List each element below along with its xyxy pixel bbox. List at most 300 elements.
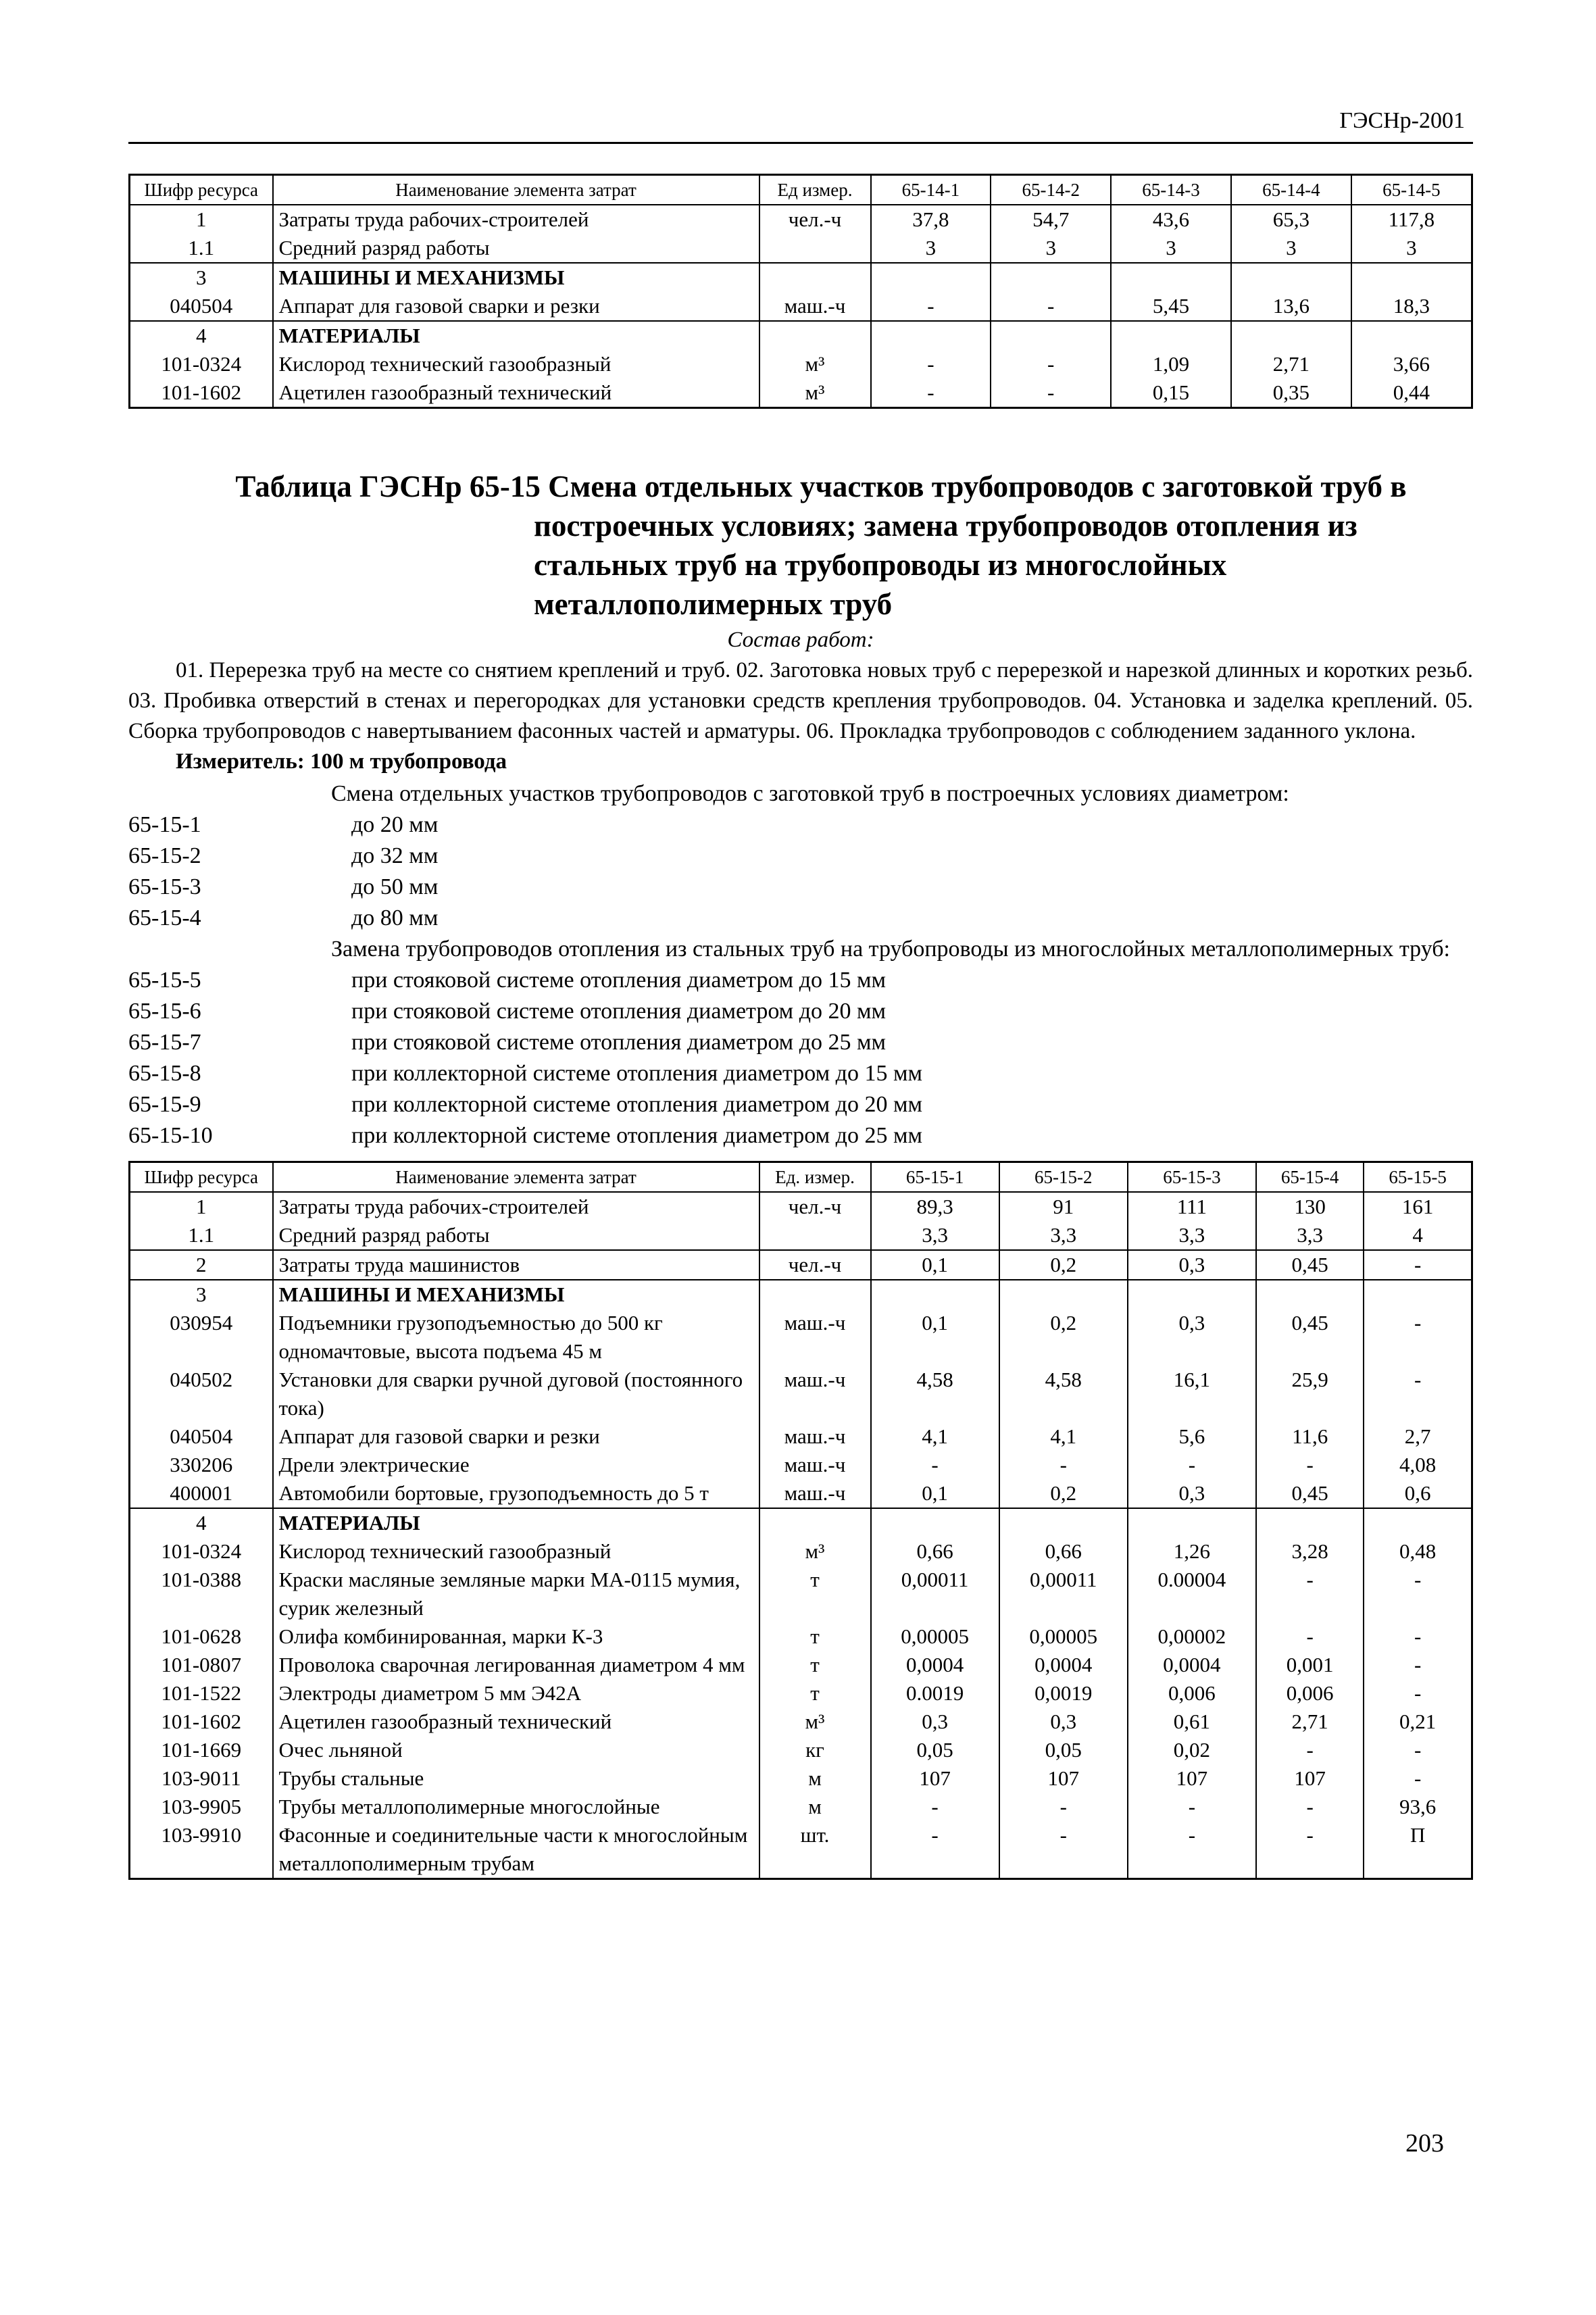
- value-cell: -: [1128, 1793, 1256, 1821]
- unit-cell: [759, 1280, 871, 1309]
- section-title: МАТЕРИАЛЫ: [273, 1508, 759, 1537]
- resource-code: 101-1602: [130, 378, 273, 408]
- measure-unit: Измеритель: 100 м трубопровода: [176, 749, 507, 774]
- value-cell: 0,45: [1256, 1479, 1364, 1508]
- unit-cell: т: [759, 1566, 871, 1622]
- resource-code: 1.1: [130, 1221, 273, 1250]
- resource-code: 1.1: [130, 234, 273, 263]
- cost-element-name: Очес льняной: [273, 1736, 759, 1764]
- value-cell: -: [1256, 1793, 1364, 1821]
- column-header: Наименование элемента затрат: [273, 175, 759, 205]
- norm-item: [128, 1058, 1473, 1089]
- resource-code: 101-0628: [130, 1622, 273, 1651]
- unit-cell: [759, 1221, 871, 1250]
- value-cell: -: [991, 350, 1111, 378]
- table-row: [130, 1764, 1472, 1793]
- table-row: [130, 263, 1472, 292]
- value-cell: 0,1: [871, 1309, 999, 1366]
- value-cell: -: [871, 1793, 999, 1821]
- value-cell: 3: [871, 234, 991, 263]
- resource-code: 101-1669: [130, 1736, 273, 1764]
- value-cell: 107: [999, 1764, 1128, 1793]
- value-cell: -: [1128, 1451, 1256, 1479]
- value-cell: -: [991, 292, 1111, 321]
- value-cell: [1351, 263, 1472, 292]
- resource-code: 2: [130, 1250, 273, 1280]
- cost-element-name: Аппарат для газовой сварки и резки: [273, 292, 759, 321]
- value-cell: 3: [1231, 234, 1351, 263]
- unit-cell: м³: [759, 1537, 871, 1566]
- unit-cell: [759, 263, 871, 292]
- value-cell: 130: [1256, 1192, 1364, 1221]
- column-header: 65-14-1: [871, 175, 991, 205]
- resource-table-65-15: [128, 1161, 1473, 1880]
- column-header: 65-15-5: [1364, 1162, 1472, 1193]
- document-page: [128, 108, 1473, 1880]
- table-row: [130, 1508, 1472, 1537]
- resource-table-65-14: [128, 174, 1473, 409]
- value-cell: 3: [1111, 234, 1231, 263]
- value-cell: -: [1364, 1566, 1472, 1622]
- table-row: [130, 1566, 1472, 1622]
- cost-element-name: Краски масляные земляные марки МА-0115 мумия, сурик железный: [273, 1566, 759, 1622]
- cost-element-name: Подъемники грузоподъемностью до 500 кг одномачтовые, высота подъема 45 м: [273, 1309, 759, 1366]
- value-cell: [1111, 263, 1231, 292]
- column-header: Наименование элемента затрат: [273, 1162, 759, 1193]
- value-cell: 0,66: [999, 1537, 1128, 1566]
- value-cell: [1364, 1280, 1472, 1309]
- norm-code: 65-15-7: [128, 1030, 201, 1055]
- value-cell: 0,3: [1128, 1479, 1256, 1508]
- cost-element-name: Электроды диаметром 5 мм Э42А: [273, 1679, 759, 1708]
- norm-description: до 80 мм: [351, 905, 439, 930]
- cost-element-name: Затраты труда рабочих-строителей: [273, 1192, 759, 1221]
- value-cell: 0.0019: [871, 1679, 999, 1708]
- table-row: [130, 1736, 1472, 1764]
- value-cell: 0,00002: [1128, 1622, 1256, 1651]
- value-cell: 0,2: [999, 1479, 1128, 1508]
- norm-code: 65-15-3: [128, 874, 201, 899]
- resource-code: 101-0807: [130, 1651, 273, 1679]
- norm-code: 65-15-6: [128, 999, 201, 1024]
- cost-element-name: Затраты труда машинистов: [273, 1250, 759, 1280]
- value-cell: [1231, 263, 1351, 292]
- value-cell: 0,00011: [999, 1566, 1128, 1622]
- cost-element-name: Кислород технический газообразный: [273, 1537, 759, 1566]
- value-cell: 2,71: [1256, 1708, 1364, 1736]
- unit-cell: [759, 321, 871, 350]
- value-cell: 91: [999, 1192, 1128, 1221]
- value-cell: 93,6: [1364, 1793, 1472, 1821]
- unit-cell: [759, 234, 871, 263]
- table-row: [130, 1821, 1472, 1879]
- value-cell: 25,9: [1256, 1366, 1364, 1422]
- value-cell: 3: [991, 234, 1111, 263]
- table-row: [130, 1422, 1472, 1451]
- value-cell: 11,6: [1256, 1422, 1364, 1451]
- section-title: МАШИНЫ И МЕХАНИЗМЫ: [273, 1280, 759, 1309]
- table-title-line: стальных труб на трубопроводы из многослойных: [534, 548, 1227, 582]
- table-row: [130, 1537, 1472, 1566]
- resource-code: 101-1602: [130, 1708, 273, 1736]
- table-row: [130, 234, 1472, 263]
- cost-element-name: Ацетилен газообразный технический: [273, 1708, 759, 1736]
- value-cell: [999, 1280, 1128, 1309]
- resource-code: 3: [130, 263, 273, 292]
- value-cell: 0,45: [1256, 1250, 1364, 1280]
- value-cell: 13,6: [1231, 292, 1351, 321]
- norm-item: [128, 996, 1473, 1027]
- norm-item: [128, 1120, 1473, 1151]
- value-cell: -: [1128, 1821, 1256, 1879]
- works-heading: Состав работ:: [727, 628, 874, 652]
- table-row: [130, 378, 1472, 408]
- value-cell: -: [1364, 1366, 1472, 1422]
- value-cell: 0,006: [1256, 1679, 1364, 1708]
- unit-cell: маш.-ч: [759, 1366, 871, 1422]
- table-row: [130, 321, 1472, 350]
- unit-cell: маш.-ч: [759, 292, 871, 321]
- unit-cell: м³: [759, 350, 871, 378]
- resource-code: 040502: [130, 1366, 273, 1422]
- resource-code: 330206: [130, 1451, 273, 1479]
- value-cell: -: [871, 378, 991, 408]
- section-title: МАШИНЫ И МЕХАНИЗМЫ: [273, 263, 759, 292]
- table-row: [130, 1479, 1472, 1508]
- norm-description: до 50 мм: [351, 874, 439, 899]
- value-cell: [1111, 321, 1231, 350]
- norm-item: [128, 841, 1473, 872]
- value-cell: -: [1364, 1679, 1472, 1708]
- table-row: [130, 1679, 1472, 1708]
- unit-cell: кг: [759, 1736, 871, 1764]
- value-cell: 4,58: [999, 1366, 1128, 1422]
- table-row: [130, 1250, 1472, 1280]
- unit-cell: чел.-ч: [759, 1250, 871, 1280]
- resource-code: 103-9011: [130, 1764, 273, 1793]
- value-cell: 0,1: [871, 1250, 999, 1280]
- value-cell: 117,8: [1351, 205, 1472, 234]
- value-cell: 4,08: [1364, 1451, 1472, 1479]
- value-cell: -: [1256, 1821, 1364, 1879]
- value-cell: 5,45: [1111, 292, 1231, 321]
- unit-cell: [759, 1508, 871, 1537]
- resource-code: 1: [130, 1192, 273, 1221]
- unit-cell: шт.: [759, 1821, 871, 1879]
- norm-description: при коллекторной системе отопления диаметром до 20 мм: [351, 1092, 922, 1117]
- value-cell: [999, 1508, 1128, 1537]
- table-row: [130, 205, 1472, 234]
- norm-description: при стояковой системе отопления диаметром до 15 мм: [351, 968, 887, 993]
- value-cell: 3: [1351, 234, 1472, 263]
- value-cell: 0,0004: [871, 1651, 999, 1679]
- unit-cell: т: [759, 1679, 871, 1708]
- value-cell: П: [1364, 1821, 1472, 1879]
- value-cell: 4: [1364, 1221, 1472, 1250]
- norm-code: 65-15-4: [128, 905, 201, 930]
- value-cell: [871, 1280, 999, 1309]
- resource-code: 101-0324: [130, 1537, 273, 1566]
- value-cell: 0,006: [1128, 1679, 1256, 1708]
- resource-code: 3: [130, 1280, 273, 1309]
- value-cell: [991, 321, 1111, 350]
- value-cell: -: [1364, 1622, 1472, 1651]
- value-cell: 16,1: [1128, 1366, 1256, 1422]
- value-cell: 2,7: [1364, 1422, 1472, 1451]
- unit-cell: м³: [759, 378, 871, 408]
- value-cell: 0,05: [871, 1736, 999, 1764]
- resource-code: 040504: [130, 1422, 273, 1451]
- value-cell: 0,0004: [1128, 1651, 1256, 1679]
- cost-element-name: Ацетилен газообразный технический: [273, 378, 759, 408]
- cost-element-name: Автомобили бортовые, грузоподъемность до 5 т: [273, 1479, 759, 1508]
- norm-item: [128, 872, 1473, 903]
- value-cell: 1,09: [1111, 350, 1231, 378]
- cost-element-name: Кислород технический газообразный: [273, 350, 759, 378]
- value-cell: 3,28: [1256, 1537, 1364, 1566]
- value-cell: 54,7: [991, 205, 1111, 234]
- value-cell: -: [1256, 1622, 1364, 1651]
- resource-code: 101-0324: [130, 350, 273, 378]
- resource-code: 030954: [130, 1309, 273, 1366]
- value-cell: -: [871, 292, 991, 321]
- value-cell: [1351, 321, 1472, 350]
- value-cell: 0,05: [999, 1736, 1128, 1764]
- value-cell: 0,3: [871, 1708, 999, 1736]
- value-cell: 0,00011: [871, 1566, 999, 1622]
- column-header: 65-15-2: [999, 1162, 1128, 1193]
- table-row: [130, 1221, 1472, 1250]
- value-cell: -: [991, 378, 1111, 408]
- norm-code: 65-15-8: [128, 1061, 201, 1086]
- value-cell: 3,3: [871, 1221, 999, 1250]
- value-cell: [991, 263, 1111, 292]
- cost-element-name: Установки для сварки ручной дуговой (постоянного тока): [273, 1366, 759, 1422]
- group-heading: Смена отдельных участков трубопроводов с заготовкой труб в построечных условиях диаметром:: [331, 781, 1289, 806]
- value-cell: 3,3: [1256, 1221, 1364, 1250]
- norm-item: [128, 965, 1473, 996]
- value-cell: 0,15: [1111, 378, 1231, 408]
- value-cell: 0,00005: [871, 1622, 999, 1651]
- value-cell: 107: [871, 1764, 999, 1793]
- value-cell: 107: [1256, 1764, 1364, 1793]
- column-header: Шифр ресурса: [130, 175, 273, 205]
- section-title: МАТЕРИАЛЫ: [273, 321, 759, 350]
- value-cell: 111: [1128, 1192, 1256, 1221]
- page-number: 203: [1405, 2129, 1444, 2158]
- table-row: [130, 1366, 1472, 1422]
- column-header: 65-15-3: [1128, 1162, 1256, 1193]
- value-cell: 0,3: [999, 1708, 1128, 1736]
- resource-code: 101-0388: [130, 1566, 273, 1622]
- cost-element-name: Аппарат для газовой сварки и резки: [273, 1422, 759, 1451]
- value-cell: [1128, 1280, 1256, 1309]
- value-cell: 89,3: [871, 1192, 999, 1221]
- column-header: Ед. измер.: [759, 1162, 871, 1193]
- value-cell: 18,3: [1351, 292, 1472, 321]
- value-cell: -: [871, 1821, 999, 1879]
- resource-code: 4: [130, 1508, 273, 1537]
- norm-item: [128, 1089, 1473, 1120]
- cost-element-name: Проволока сварочная легированная диаметром 4 мм: [273, 1651, 759, 1679]
- norm-code: 65-15-9: [128, 1092, 201, 1117]
- cost-element-name: Фасонные и соединительные части к многослойным металлополимерным трубам: [273, 1821, 759, 1879]
- column-header: 65-15-4: [1256, 1162, 1364, 1193]
- column-header: Шифр ресурса: [130, 1162, 273, 1193]
- value-cell: 0,00005: [999, 1622, 1128, 1651]
- running-header: ГЭСНр-2001: [1339, 108, 1465, 133]
- norm-description: при стояковой системе отопления диаметром до 25 мм: [351, 1030, 887, 1055]
- unit-cell: маш.-ч: [759, 1309, 871, 1366]
- table-header-row: [130, 1162, 1472, 1193]
- cost-element-name: Дрели электрические: [273, 1451, 759, 1479]
- norm-code: 65-15-5: [128, 968, 201, 993]
- unit-cell: чел.-ч: [759, 1192, 871, 1221]
- table-row: [130, 1622, 1472, 1651]
- cost-element-name: Трубы стальные: [273, 1764, 759, 1793]
- norm-code: 65-15-1: [128, 812, 201, 837]
- norm-description: при стояковой системе отопления диаметром до 20 мм: [351, 999, 887, 1024]
- value-cell: -: [999, 1821, 1128, 1879]
- value-cell: [1128, 1508, 1256, 1537]
- value-cell: 2,71: [1231, 350, 1351, 378]
- value-cell: 0,2: [999, 1309, 1128, 1366]
- value-cell: 4,1: [999, 1422, 1128, 1451]
- unit-cell: маш.-ч: [759, 1451, 871, 1479]
- table-title-line: построечных условиях; замена трубопроводов отопления из: [534, 509, 1357, 543]
- column-header: 65-14-4: [1231, 175, 1351, 205]
- table-row: [130, 1192, 1472, 1221]
- value-cell: -: [1364, 1764, 1472, 1793]
- table-header-row: [130, 175, 1472, 205]
- value-cell: 0,1: [871, 1479, 999, 1508]
- value-cell: 1,26: [1128, 1537, 1256, 1566]
- value-cell: 0,0019: [999, 1679, 1128, 1708]
- table-row: [130, 1280, 1472, 1309]
- table-title-line: металлополимерных труб: [534, 587, 893, 621]
- value-cell: 37,8: [871, 205, 991, 234]
- value-cell: 3,3: [999, 1221, 1128, 1250]
- resource-code: 4: [130, 321, 273, 350]
- table-row: [130, 1309, 1472, 1366]
- value-cell: [1256, 1508, 1364, 1537]
- group-heading: Замена трубопроводов отопления из стальных труб на трубопроводы из многослойных металлополимерных труб:: [331, 937, 1450, 962]
- table-title-line: Таблица ГЭСНр 65-15 Смена отдельных участков трубопроводов с заготовкой труб в: [235, 470, 1407, 503]
- table-row: [130, 292, 1472, 321]
- resource-code: 103-9910: [130, 1821, 273, 1879]
- value-cell: [871, 321, 991, 350]
- cost-element-name: Средний разряд работы: [273, 1221, 759, 1250]
- cost-element-name: Трубы металлополимерные многослойные: [273, 1793, 759, 1821]
- value-cell: 3,66: [1351, 350, 1472, 378]
- value-cell: 65,3: [1231, 205, 1351, 234]
- value-cell: 5,6: [1128, 1422, 1256, 1451]
- norm-code: 65-15-2: [128, 843, 201, 868]
- norm-item: [128, 903, 1473, 934]
- value-cell: [871, 263, 991, 292]
- value-cell: 0,21: [1364, 1708, 1472, 1736]
- value-cell: -: [1364, 1736, 1472, 1764]
- norm-code: 65-15-10: [128, 1123, 213, 1148]
- value-cell: 161: [1364, 1192, 1472, 1221]
- norm-items-list: [128, 778, 1473, 1151]
- value-cell: 0.00004: [1128, 1566, 1256, 1622]
- norm-item: [128, 1027, 1473, 1058]
- value-cell: 0,2: [999, 1250, 1128, 1280]
- value-cell: 4,1: [871, 1422, 999, 1451]
- value-cell: -: [871, 1451, 999, 1479]
- unit-cell: т: [759, 1622, 871, 1651]
- value-cell: -: [1364, 1250, 1472, 1280]
- value-cell: 0,6: [1364, 1479, 1472, 1508]
- column-header: 65-14-5: [1351, 175, 1472, 205]
- unit-cell: т: [759, 1651, 871, 1679]
- value-cell: 0,02: [1128, 1736, 1256, 1764]
- value-cell: -: [999, 1451, 1128, 1479]
- value-cell: 0,35: [1231, 378, 1351, 408]
- value-cell: 0,44: [1351, 378, 1472, 408]
- value-cell: 0,61: [1128, 1708, 1256, 1736]
- value-cell: 0,48: [1364, 1537, 1472, 1566]
- unit-cell: маш.-ч: [759, 1479, 871, 1508]
- norm-item: [128, 810, 1473, 841]
- value-cell: 4,58: [871, 1366, 999, 1422]
- column-header: 65-14-3: [1111, 175, 1231, 205]
- header-rule: [128, 142, 1473, 144]
- value-cell: -: [1364, 1651, 1472, 1679]
- value-cell: 0,45: [1256, 1309, 1364, 1366]
- cost-element-name: Средний разряд работы: [273, 234, 759, 263]
- resource-code: 1: [130, 205, 273, 234]
- table-row: [130, 1651, 1472, 1679]
- value-cell: 43,6: [1111, 205, 1231, 234]
- value-cell: 0,0004: [999, 1651, 1128, 1679]
- table-row: [130, 1708, 1472, 1736]
- norm-description: при коллекторной системе отопления диаметром до 25 мм: [351, 1123, 922, 1148]
- value-cell: 3,3: [1128, 1221, 1256, 1250]
- table-row: [130, 350, 1472, 378]
- column-header: 65-15-1: [871, 1162, 999, 1193]
- resource-code: 103-9905: [130, 1793, 273, 1821]
- value-cell: -: [871, 350, 991, 378]
- column-header: 65-14-2: [991, 175, 1111, 205]
- table-row: [130, 1451, 1472, 1479]
- value-cell: [1256, 1280, 1364, 1309]
- table-row: [130, 1793, 1472, 1821]
- value-cell: -: [1256, 1566, 1364, 1622]
- value-cell: 107: [1128, 1764, 1256, 1793]
- value-cell: -: [1256, 1736, 1364, 1764]
- norm-description: при коллекторной системе отопления диаметром до 15 мм: [351, 1061, 922, 1086]
- value-cell: 0,3: [1128, 1250, 1256, 1280]
- unit-cell: м³: [759, 1708, 871, 1736]
- unit-cell: м: [759, 1793, 871, 1821]
- unit-cell: м: [759, 1764, 871, 1793]
- resource-code: 040504: [130, 292, 273, 321]
- value-cell: 0,66: [871, 1537, 999, 1566]
- norm-description: до 32 мм: [351, 843, 439, 868]
- resource-code: 400001: [130, 1479, 273, 1508]
- value-cell: [1231, 321, 1351, 350]
- works-description: 01. Перерезка труб на месте со снятием креплений и труб. 02. Заготовка новых труб с перерезкой и нарезкой длинных и коротких резьб. 03. Пробивка отверстий в стенах и перегородках для установки средств крепления трубопроводов. 04. Установка и заделка креплений. 05. Сборка трубопроводов с навертыванием фасонных частей и арматуры. 06. Прокладка трубопроводов с соблюдением заданного уклона.: [128, 658, 1473, 743]
- value-cell: -: [999, 1793, 1128, 1821]
- column-header: Ед измер.: [759, 175, 871, 205]
- norm-description: до 20 мм: [351, 812, 439, 837]
- value-cell: -: [1364, 1309, 1472, 1366]
- value-cell: [871, 1508, 999, 1537]
- table-title: [128, 467, 1473, 624]
- resource-code: 101-1522: [130, 1679, 273, 1708]
